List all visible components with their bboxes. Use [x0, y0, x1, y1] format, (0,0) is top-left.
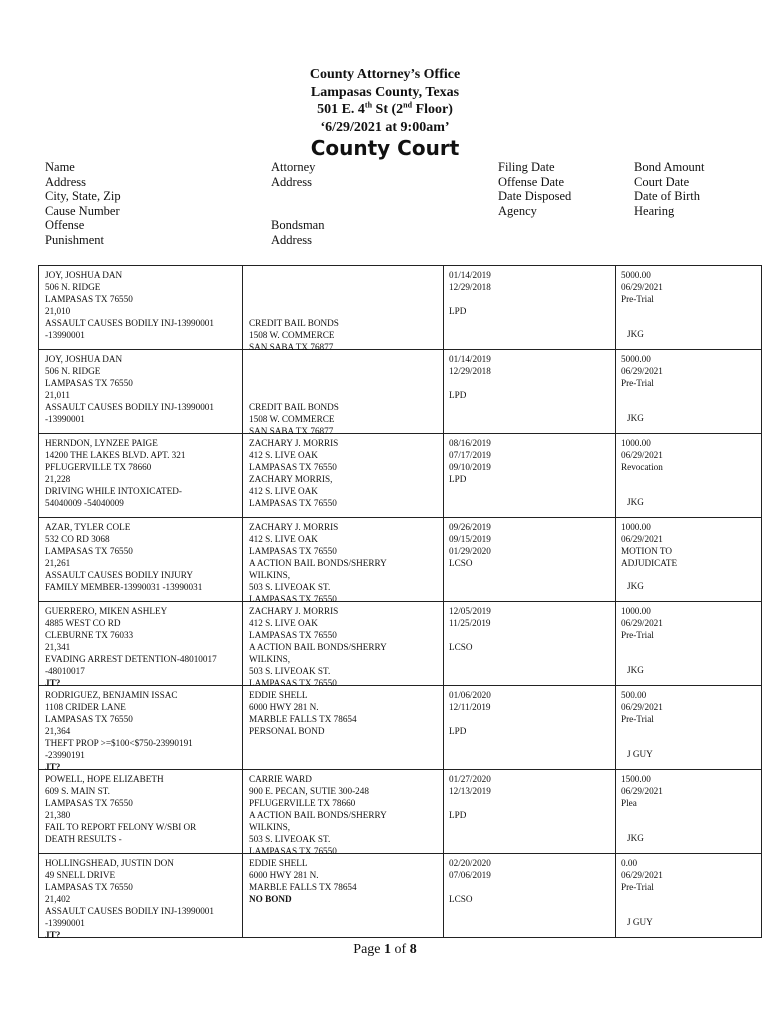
date-line: 01/27/2020 [449, 774, 491, 784]
dates-cell [449, 353, 614, 401]
defendant-line: LAMPASAS TX 76550 [45, 714, 133, 724]
bond-cell [621, 857, 751, 893]
attorney-line: ZACHARY MORRIS, [249, 474, 333, 484]
bond-line: 06/29/2021 [621, 534, 663, 544]
hearing-initials: J GUY [627, 749, 653, 759]
defendant-line: 609 S. MAIN ST. [45, 786, 110, 796]
dates-cell [449, 689, 614, 737]
defendant-line: 21,402 [45, 894, 71, 904]
defendant-line: 21,380 [45, 810, 71, 820]
hearing-initials: JKG [627, 665, 644, 675]
defendant-cell [45, 773, 241, 845]
defendant-line: DRIVING WHILE INTOXICATED- [45, 486, 182, 496]
attorney-cell [249, 689, 444, 737]
defendant-cell [45, 605, 241, 689]
table-row [39, 602, 761, 686]
attorney-line: NO BOND [249, 894, 292, 904]
legend-label: Hearing [634, 203, 675, 218]
bond-line: 0.00 [621, 858, 638, 868]
date-line: 11/25/2019 [449, 618, 491, 628]
attorney-line: SAN SABA TX 76877 [249, 426, 334, 436]
attorney-cell [249, 605, 444, 689]
date-line: 12/29/2018 [449, 366, 491, 376]
attorney-line: 412 S. LIVE OAK [249, 534, 318, 544]
docket-table [38, 265, 762, 938]
date-line: 12/11/2019 [449, 702, 491, 712]
legend-label: Cause Number [45, 203, 120, 218]
defendant-line: LAMPASAS TX 76550 [45, 546, 133, 556]
date-line: 09/26/2019 [449, 522, 491, 532]
legend-label: Address [271, 232, 312, 247]
legend-label: Attorney [271, 160, 316, 174]
defendant-cell [45, 689, 241, 773]
date-line: LCSO [449, 558, 473, 568]
defendant-line: ASSAULT CAUSES BODILY INJ-13990001 [45, 318, 214, 328]
legend-label: Court Date [634, 174, 690, 189]
defendant-line: 21,364 [45, 726, 71, 736]
attorney-line: ZACHARY J. MORRIS [249, 606, 339, 616]
date-line: 12/29/2018 [449, 282, 491, 292]
attorney-line: 412 S. LIVE OAK [249, 618, 318, 628]
table-row [39, 350, 761, 434]
bond-line: 1000.00 [621, 438, 651, 448]
defendant-line: 49 SNELL DRIVE [45, 870, 116, 880]
legend-defendant [45, 160, 121, 248]
bond-line: 06/29/2021 [621, 786, 663, 796]
attorney-line: MARBLE FALLS TX 78654 [249, 882, 357, 892]
header-date: ‘6/29/2021 at 9:00am’ [320, 119, 450, 135]
defendant-line: JOY, JOSHUA DAN [45, 354, 123, 364]
date-line: LPD [449, 306, 467, 316]
defendant-line: LAMPASAS TX 76550 [45, 378, 133, 388]
attorney-line: PERSONAL BOND [249, 726, 325, 736]
bond-line: 1500.00 [621, 774, 651, 784]
attorney-line: 503 S. LIVEOAK ST. [249, 582, 331, 592]
attorney-line: 412 S. LIVE OAK [249, 450, 318, 460]
attorney-line: EDDIE SHELL [249, 690, 308, 700]
bond-line: ADJUDICATE [621, 558, 678, 568]
attorney-line: 503 S. LIVEOAK ST. [249, 834, 331, 844]
legend-label: Date of Birth [634, 189, 700, 204]
attorney-line: A ACTION BAIL BONDS/SHERRY [249, 558, 387, 568]
defendant-cell [45, 353, 241, 425]
attorney-line: CARRIE WARD [249, 774, 312, 784]
dates-cell [449, 521, 614, 569]
date-line: LPD [449, 474, 467, 484]
bond-line: 06/29/2021 [621, 618, 663, 628]
date-line: LPD [449, 390, 467, 400]
date-line: 09/10/2019 [449, 462, 491, 472]
dates-cell [449, 437, 614, 485]
trial-flag: JT? [45, 930, 61, 940]
bond-line: 06/29/2021 [621, 702, 663, 712]
attorney-line: 6000 HWY 281 N. [249, 870, 319, 880]
defendant-line: CLEBURNE TX 76033 [45, 630, 134, 640]
date-line [449, 377, 614, 389]
legend-label: City, State, Zip [45, 189, 121, 204]
date-line [449, 629, 614, 641]
legend-bond [634, 160, 705, 218]
bond-line: 06/29/2021 [621, 366, 663, 376]
legend-label: Offense Date [498, 174, 565, 189]
attorney-line: 900 E. PECAN, SUTIE 300-248 [249, 786, 369, 796]
legend-attorney [271, 160, 324, 248]
defendant-line: POWELL, HOPE ELIZABETH [45, 774, 164, 784]
attorney-line: LAMPASAS TX 76550 [249, 846, 337, 856]
defendant-line: -48010017 [45, 666, 85, 676]
legend-label: Offense [45, 218, 85, 233]
legend-label: Bond Amount [634, 160, 705, 174]
hearing-initials: JKG [627, 329, 644, 339]
attorney-cell [249, 269, 444, 353]
legend-dates [498, 160, 571, 218]
defendant-line: 14200 THE LAKES BLVD. APT. 321 [45, 450, 186, 460]
defendant-line: ASSAULT CAUSES BODILY INJ-13990001 [45, 402, 214, 412]
legend-label: Address [271, 174, 312, 189]
table-row [39, 686, 761, 770]
defendant-line: -13990001 [45, 414, 85, 424]
attorney-line: MARBLE FALLS TX 78654 [249, 714, 357, 724]
attorney-line: WILKINS, [249, 822, 291, 832]
attorney-line [249, 305, 444, 317]
date-line: 12/13/2019 [449, 786, 491, 796]
defendant-line: FAIL TO REPORT FELONY W/SBI OR [45, 822, 197, 832]
bond-line: 500.00 [621, 690, 647, 700]
bond-cell [621, 437, 751, 473]
date-line [449, 293, 614, 305]
date-line: 02/20/2020 [449, 858, 491, 868]
attorney-line: LAMPASAS TX 76550 [249, 546, 337, 556]
bond-line: Pre-Trial [621, 882, 654, 892]
attorney-line: WILKINS, [249, 570, 291, 580]
defendant-line: 1108 CRIDER LANE [45, 702, 126, 712]
defendant-line: 21,011 [45, 390, 70, 400]
dates-cell [449, 605, 614, 653]
bond-line: Pre-Trial [621, 714, 654, 724]
attorney-line: LAMPASAS TX 76550 [249, 630, 337, 640]
bond-cell [621, 521, 751, 569]
legend-label [271, 189, 324, 204]
defendant-line: LAMPASAS TX 76550 [45, 294, 133, 304]
dates-cell [449, 857, 614, 905]
defendant-line: 506 N. RIDGE [45, 366, 101, 376]
defendant-cell [45, 437, 241, 509]
bond-line: 06/29/2021 [621, 450, 663, 460]
defendant-cell [45, 269, 241, 341]
bond-cell [621, 353, 751, 389]
court-title: County Court [310, 136, 460, 160]
attorney-line: 412 S. LIVE OAK [249, 486, 318, 496]
defendant-line: 54040009 -54040009 [45, 498, 124, 508]
attorney-line: SAN SABA TX 76877 [249, 342, 334, 352]
attorney-line: EDDIE SHELL [249, 858, 308, 868]
date-line: LPD [449, 726, 467, 736]
attorney-line [249, 281, 444, 293]
defendant-line: 21,261 [45, 558, 71, 568]
bond-line: Revocation [621, 462, 663, 472]
defendant-line: ASSAULT CAUSES BODILY INJURY [45, 570, 194, 580]
date-line [449, 881, 614, 893]
attorney-cell [249, 353, 444, 437]
bond-line: 5000.00 [621, 270, 651, 280]
bond-line: 5000.00 [621, 354, 651, 364]
attorney-line [249, 377, 444, 389]
table-row [39, 770, 761, 854]
bond-line: Plea [621, 798, 637, 808]
bond-cell [621, 773, 751, 809]
dates-cell [449, 269, 614, 317]
defendant-line: GUERRERO, MIKEN ASHLEY [45, 606, 168, 616]
defendant-line: -23990191 [45, 750, 85, 760]
attorney-line: PFLUGERVILLE TX 78660 [249, 798, 356, 808]
date-line: 07/17/2019 [449, 450, 491, 460]
legend-label: Address [45, 174, 86, 189]
date-line: 09/15/2019 [449, 534, 491, 544]
bond-cell [621, 605, 751, 641]
hearing-initials: JKG [627, 413, 644, 423]
date-line: 12/05/2019 [449, 606, 491, 616]
bond-line: Pre-Trial [621, 378, 654, 388]
defendant-cell [45, 521, 241, 593]
header-address: 501 E. 4th St (2nd Floor) [317, 100, 453, 117]
defendant-line: 21,341 [45, 642, 71, 652]
attorney-line: 6000 HWY 281 N. [249, 702, 319, 712]
table-row [39, 434, 761, 518]
page-footer: Page 1 of 8 [353, 942, 417, 957]
bond-line: 1000.00 [621, 606, 651, 616]
date-line: 01/14/2019 [449, 354, 491, 364]
office-header [0, 66, 770, 136]
attorney-line: 1508 W. COMMERCE [249, 330, 335, 340]
defendant-line: PFLUGERVILLE TX 78660 [45, 462, 152, 472]
defendant-line: ASSAULT CAUSES BODILY INJ-13990001 [45, 906, 214, 916]
defendant-line: 21,228 [45, 474, 71, 484]
attorney-cell [249, 437, 444, 509]
legend-label: Name [45, 160, 75, 174]
hearing-initials: J GUY [627, 917, 653, 927]
bond-line: Pre-Trial [621, 294, 654, 304]
defendant-line: EVADING ARREST DETENTION-48010017 [45, 654, 217, 664]
header-county: Lampasas County, Texas [310, 84, 460, 100]
defendant-line: 21,010 [45, 306, 71, 316]
bond-cell [621, 269, 751, 305]
attorney-line: LAMPASAS TX 76550 [249, 462, 337, 472]
trial-flag: JT? [45, 678, 61, 688]
legend-label: Agency [498, 203, 537, 218]
bond-line: 1000.00 [621, 522, 651, 532]
attorney-line [249, 353, 444, 365]
attorney-line: CREDIT BAIL BONDS [249, 318, 339, 328]
header-office: County Attorney’s Office [309, 67, 461, 82]
trial-flag: JT? [45, 762, 61, 772]
attorney-line [249, 389, 444, 401]
legend-label: Filing Date [498, 160, 555, 174]
bond-line: MOTION TO [621, 546, 672, 556]
defendant-line: THEFT PROP >=$100<$750-23990191 [45, 738, 193, 748]
defendant-line: RODRIGUEZ, BENJAMIN ISSAC [45, 690, 178, 700]
hearing-initials: JKG [627, 497, 644, 507]
defendant-line: -13990001 [45, 918, 85, 928]
attorney-line [249, 293, 444, 305]
defendant-line: 4885 WEST CO RD [45, 618, 121, 628]
attorney-cell [249, 521, 444, 605]
table-row [39, 266, 761, 350]
bond-line: Pre-Trial [621, 630, 654, 640]
table-row [39, 854, 761, 938]
attorney-line: ZACHARY J. MORRIS [249, 522, 339, 532]
bond-cell [621, 689, 751, 725]
date-line [449, 797, 614, 809]
bond-line: 06/29/2021 [621, 870, 663, 880]
attorney-line: ZACHARY J. MORRIS [249, 438, 339, 448]
defendant-line: AZAR, TYLER COLE [45, 522, 131, 532]
attorney-line [249, 365, 444, 377]
date-line: LPD [449, 810, 467, 820]
hearing-initials: JKG [627, 581, 644, 591]
defendant-line: HOLLINGSHEAD, JUSTIN DON [45, 858, 174, 868]
defendant-line: 532 CO RD 3068 [45, 534, 110, 544]
legend-label [271, 204, 324, 219]
date-line: 01/06/2020 [449, 690, 491, 700]
attorney-cell [249, 773, 444, 857]
date-line: 07/06/2019 [449, 870, 491, 880]
attorney-line: A ACTION BAIL BONDS/SHERRY [249, 810, 387, 820]
date-line: 01/29/2020 [449, 546, 491, 556]
attorney-line: LAMPASAS TX 76550 [249, 594, 337, 604]
date-line: 08/16/2019 [449, 438, 491, 448]
table-row [39, 518, 761, 602]
attorney-line: LAMPASAS TX 76550 [249, 498, 337, 508]
defendant-line: HERNDON, LYNZEE PAIGE [45, 438, 158, 448]
hearing-initials: JKG [627, 833, 644, 843]
defendant-line: -13990001 [45, 330, 85, 340]
date-line: LCSO [449, 642, 473, 652]
legend-label: Punishment [45, 232, 105, 247]
legend-label: Bondsman [271, 218, 325, 233]
dates-cell [449, 773, 614, 821]
attorney-line: CREDIT BAIL BONDS [249, 402, 339, 412]
defendant-line: FAMILY MEMBER-13990031 -13990031 [45, 582, 203, 592]
attorney-line: 1508 W. COMMERCE [249, 414, 335, 424]
bond-line: 06/29/2021 [621, 282, 663, 292]
attorney-line: WILKINS, [249, 654, 291, 664]
date-line [449, 713, 614, 725]
attorney-cell [249, 857, 444, 905]
defendant-line: LAMPASAS TX 76550 [45, 882, 133, 892]
legend-label: Date Disposed [498, 189, 572, 204]
attorney-line: A ACTION BAIL BONDS/SHERRY [249, 642, 387, 652]
defendant-line: 506 N. RIDGE [45, 282, 101, 292]
defendant-line: JOY, JOSHUA DAN [45, 270, 123, 280]
attorney-line: 503 S. LIVEOAK ST. [249, 666, 331, 676]
date-line: 01/14/2019 [449, 270, 491, 280]
date-line: LCSO [449, 894, 473, 904]
defendant-line: LAMPASAS TX 76550 [45, 798, 133, 808]
attorney-line [249, 269, 444, 281]
defendant-line: DEATH RESULTS - [45, 834, 122, 844]
attorney-line: LAMPASAS TX 76550 [249, 678, 337, 688]
defendant-cell [45, 857, 241, 941]
